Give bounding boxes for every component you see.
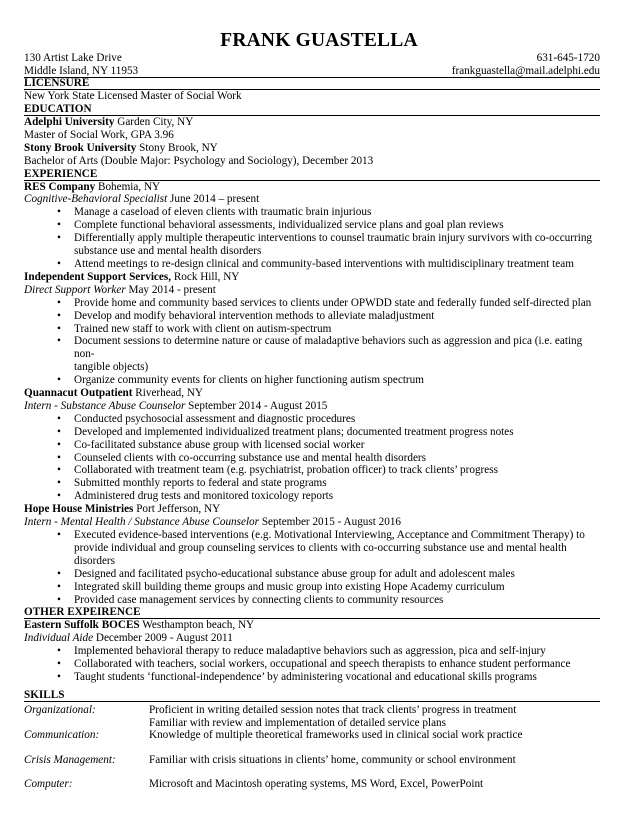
bullet-icon: • bbox=[57, 438, 61, 451]
bullet-continuation: substance use and mental health disorders bbox=[74, 245, 262, 258]
skill-row bbox=[24, 778, 600, 791]
bullet-text: Co-facilitated substance abuse group with licensed social worker bbox=[74, 438, 365, 451]
bullet-item bbox=[24, 464, 600, 477]
address-line-2: Middle Island, NY 11953 bbox=[24, 65, 139, 78]
licensure-text: New York State Licensed Master of Social Work bbox=[24, 90, 242, 102]
bullet-item bbox=[24, 658, 600, 671]
job-role bbox=[24, 193, 600, 206]
bullet-icon: • bbox=[57, 309, 61, 322]
skill-row bbox=[24, 729, 600, 742]
role-title: Intern - Mental Health / Substance Abuse Counselor bbox=[24, 516, 260, 529]
role-dates: June 2014 – present bbox=[167, 193, 260, 206]
bullet-icon: • bbox=[57, 322, 61, 335]
school-name: Stony Brook University bbox=[24, 141, 137, 154]
bullet-item bbox=[24, 232, 600, 258]
bullet-item bbox=[24, 452, 600, 465]
other-experience-heading: OTHER EXPEIRENCE bbox=[24, 606, 600, 619]
bullet-item bbox=[24, 439, 600, 452]
role-title: Direct Support Worker bbox=[24, 283, 126, 296]
bullet-item bbox=[24, 374, 600, 387]
bullet-icon: • bbox=[57, 296, 61, 309]
bullet-icon: • bbox=[57, 206, 61, 219]
company-location: Westhampton beach, NY bbox=[139, 619, 255, 632]
skills-heading: SKILLS bbox=[24, 689, 600, 702]
bullet-icon: • bbox=[57, 257, 61, 270]
address-line-1: 130 Artist Lake Drive bbox=[24, 52, 122, 64]
company-location: Rock Hill, NY bbox=[171, 270, 240, 283]
company-location: Port Jefferson, NY bbox=[133, 503, 221, 516]
licensure-heading: LICENSURE bbox=[24, 77, 600, 90]
bullet-text: Differentially apply multiple therapeutic interventions to counsel traumatic brain injury survivors with co-occurring bbox=[74, 232, 593, 245]
job-role bbox=[24, 400, 600, 413]
job-bullets bbox=[24, 297, 600, 387]
bullet-icon: • bbox=[57, 658, 61, 671]
skill-label: Computer: bbox=[24, 778, 73, 791]
bullet-text: Organize community events for clients on higher functioning autism spectrum bbox=[74, 374, 424, 387]
bullet-item bbox=[24, 323, 600, 336]
bullet-text: Taught students ‘functional-independence’ by administering vocational and educational skills programs bbox=[74, 671, 537, 684]
bullet-icon: • bbox=[57, 671, 61, 684]
bullet-icon: • bbox=[57, 580, 61, 593]
bullet-item bbox=[24, 335, 600, 374]
bullet-text: Designed and facilitated psycho-educational substance abuse group for adult and adolescent males bbox=[74, 567, 515, 580]
bullet-text: Administered drug tests and monitored toxicology reports bbox=[74, 490, 334, 503]
bullet-item bbox=[24, 581, 600, 594]
bullet-icon: • bbox=[57, 412, 61, 425]
education-school bbox=[24, 142, 600, 155]
skill-text: Microsoft and Macintosh operating systems, MS Word, Excel, PowerPoint bbox=[149, 778, 484, 791]
bullet-icon: • bbox=[57, 490, 61, 503]
bullet-icon: • bbox=[57, 464, 61, 477]
role-dates: December 2009 - August 2011 bbox=[93, 632, 233, 645]
bullet-text: Complete functional behavioral assessments, individualized service plans and goal plan reviews bbox=[74, 219, 504, 232]
bullet-item bbox=[24, 413, 600, 426]
school-name: Adelphi University bbox=[24, 115, 115, 128]
job-bullets bbox=[24, 413, 600, 503]
skill-label: Crisis Management: bbox=[24, 753, 116, 766]
skill-text: Familiar with review and implementation of detailed service plans bbox=[149, 716, 446, 729]
job-bullets bbox=[24, 529, 600, 606]
bullet-item bbox=[24, 477, 600, 490]
company-name: Quannacut Outpatient bbox=[24, 387, 133, 400]
skill-text: Familiar with crisis situations in clients’ home, community or school environment bbox=[149, 753, 516, 766]
bullet-icon: • bbox=[57, 425, 61, 438]
job-company bbox=[24, 503, 600, 516]
company-name: Independent Support Services, bbox=[24, 270, 172, 283]
bullet-text: Submitted monthly reports to federal and state programs bbox=[74, 477, 327, 490]
bullet-icon: • bbox=[57, 219, 61, 232]
resume-name: FRANK GUASTELLA bbox=[220, 30, 418, 51]
role-dates: September 2015 - August 2016 bbox=[259, 516, 402, 529]
skill-row bbox=[24, 754, 600, 767]
bullet-text: Manage a caseload of eleven clients with traumatic brain injurious bbox=[74, 206, 372, 219]
bullet-text: Collaborated with treatment team (e.g. psychiatrist, probation officer) to track clients’ progress bbox=[74, 464, 498, 477]
job-bullets bbox=[24, 206, 600, 271]
company-name: Eastern Suffolk BOCES bbox=[24, 619, 140, 632]
skill-row bbox=[24, 704, 600, 729]
bullet-icon: • bbox=[57, 232, 61, 245]
bullet-item bbox=[24, 297, 600, 310]
bullet-text: Document sessions to determine nature or cause of maladaptive behaviors such as aggression and pica (i.e. eating non- bbox=[74, 335, 583, 361]
bullet-text: Trained new staff to work with client on autism-spectrum bbox=[74, 322, 332, 335]
phone-number: 631-645-1720 bbox=[536, 52, 600, 64]
bullet-item bbox=[24, 671, 600, 684]
bullet-text: Implemented behavioral therapy to reduce maladaptive behaviors such as aggression, pica and self-injury bbox=[74, 645, 546, 658]
job-role bbox=[24, 516, 600, 529]
education-degree: Master of Social Work, GPA 3.96 bbox=[24, 128, 174, 141]
bullet-icon: • bbox=[57, 335, 61, 348]
bullet-icon: • bbox=[57, 477, 61, 490]
company-name: RES Company bbox=[24, 180, 96, 193]
school-location: Stony Brook, NY bbox=[136, 141, 218, 154]
job-bullets bbox=[24, 645, 600, 684]
bullet-text: Provided case management services by connecting clients to community resources bbox=[74, 593, 444, 606]
bullet-text: Counseled clients with co-occurring substance use and mental health disorders bbox=[74, 451, 426, 464]
job-role bbox=[24, 632, 600, 645]
role-title: Cognitive-Behavioral Specialist bbox=[24, 193, 168, 206]
company-location: Bohemia, NY bbox=[95, 180, 161, 193]
job-company bbox=[24, 181, 600, 194]
bullet-text: Developed and implemented individualized treatment plans; documented treatment progress notes bbox=[74, 425, 514, 438]
education-degree: Bachelor of Arts (Double Major: Psychology and Sociology), December 2013 bbox=[24, 154, 374, 167]
education-heading: EDUCATION bbox=[24, 103, 600, 116]
bullet-text: Integrated skill building theme groups and music group into existing Hope Academy curriculum bbox=[74, 580, 505, 593]
bullet-icon: • bbox=[57, 567, 61, 580]
company-name: Hope House Ministries bbox=[24, 503, 134, 516]
bullet-item bbox=[24, 645, 600, 658]
bullet-icon: • bbox=[57, 645, 61, 658]
bullet-item bbox=[24, 426, 600, 439]
skill-text: Proficient in writing detailed session notes that track clients’ progress in treatment bbox=[149, 704, 517, 716]
address-block bbox=[24, 52, 138, 78]
bullet-text: Attend meetings to re-design clinical and community-based interventions with multidisciplinary treatment team bbox=[74, 257, 574, 270]
skill-label: Communication: bbox=[24, 729, 100, 742]
bullet-text: Collaborated with teachers, social workers, occupational and speech therapists to enhance student performance bbox=[74, 658, 571, 671]
bullet-item bbox=[24, 258, 600, 271]
skill-label: Organizational: bbox=[24, 704, 96, 716]
bullet-item bbox=[24, 490, 600, 503]
bullet-item bbox=[24, 568, 600, 581]
bullet-item bbox=[24, 219, 600, 232]
job-company bbox=[24, 387, 600, 400]
job-role bbox=[24, 284, 600, 297]
school-location: Garden City, NY bbox=[114, 115, 194, 128]
bullet-continuation: tangible objects) bbox=[74, 361, 149, 374]
bullet-icon: • bbox=[57, 593, 61, 606]
email-address: frankguastella@mail.adelphi.edu bbox=[451, 65, 600, 78]
bullet-text: Provide home and community based services to clients under OPWDD state and federally funded self-directed plan bbox=[74, 296, 592, 309]
job-company bbox=[24, 271, 600, 284]
bullet-text: Executed evidence-based interventions (e.g. Motivational Interviewing, Acceptance and Commitment Therapy) to bbox=[74, 529, 585, 541]
role-title: Intern - Substance Abuse Counselor bbox=[24, 399, 186, 412]
bullet-item bbox=[24, 310, 600, 323]
skill-text: Knowledge of multiple theoretical frameworks used in clinical social work practice bbox=[149, 729, 523, 742]
bullet-item bbox=[24, 594, 600, 607]
bullet-icon: • bbox=[57, 529, 61, 541]
bullet-item bbox=[24, 206, 600, 219]
bullet-continuation: provide individual and group counseling services to clients with co-occurring substance use and mental health disorders bbox=[74, 541, 567, 567]
bullet-icon: • bbox=[57, 374, 61, 387]
company-location: Riverhead, NY bbox=[132, 387, 204, 400]
bullet-item bbox=[24, 529, 600, 568]
bullet-text: Conducted psychosocial assessment and diagnostic procedures bbox=[74, 412, 356, 425]
education-school bbox=[24, 116, 600, 129]
skills-section bbox=[24, 689, 600, 791]
contact-block bbox=[452, 52, 600, 78]
role-dates: September 2014 - August 2015 bbox=[185, 399, 328, 412]
bullet-icon: • bbox=[57, 451, 61, 464]
job-company bbox=[24, 619, 600, 632]
bullet-text: Develop and modify behavioral intervention methods to alleviate maladjustment bbox=[74, 309, 435, 322]
experience-heading: EXPERIENCE bbox=[24, 168, 600, 181]
role-dates: May 2014 - present bbox=[125, 283, 216, 296]
resume-body bbox=[24, 77, 600, 684]
role-title: Individual Aide bbox=[24, 632, 94, 645]
